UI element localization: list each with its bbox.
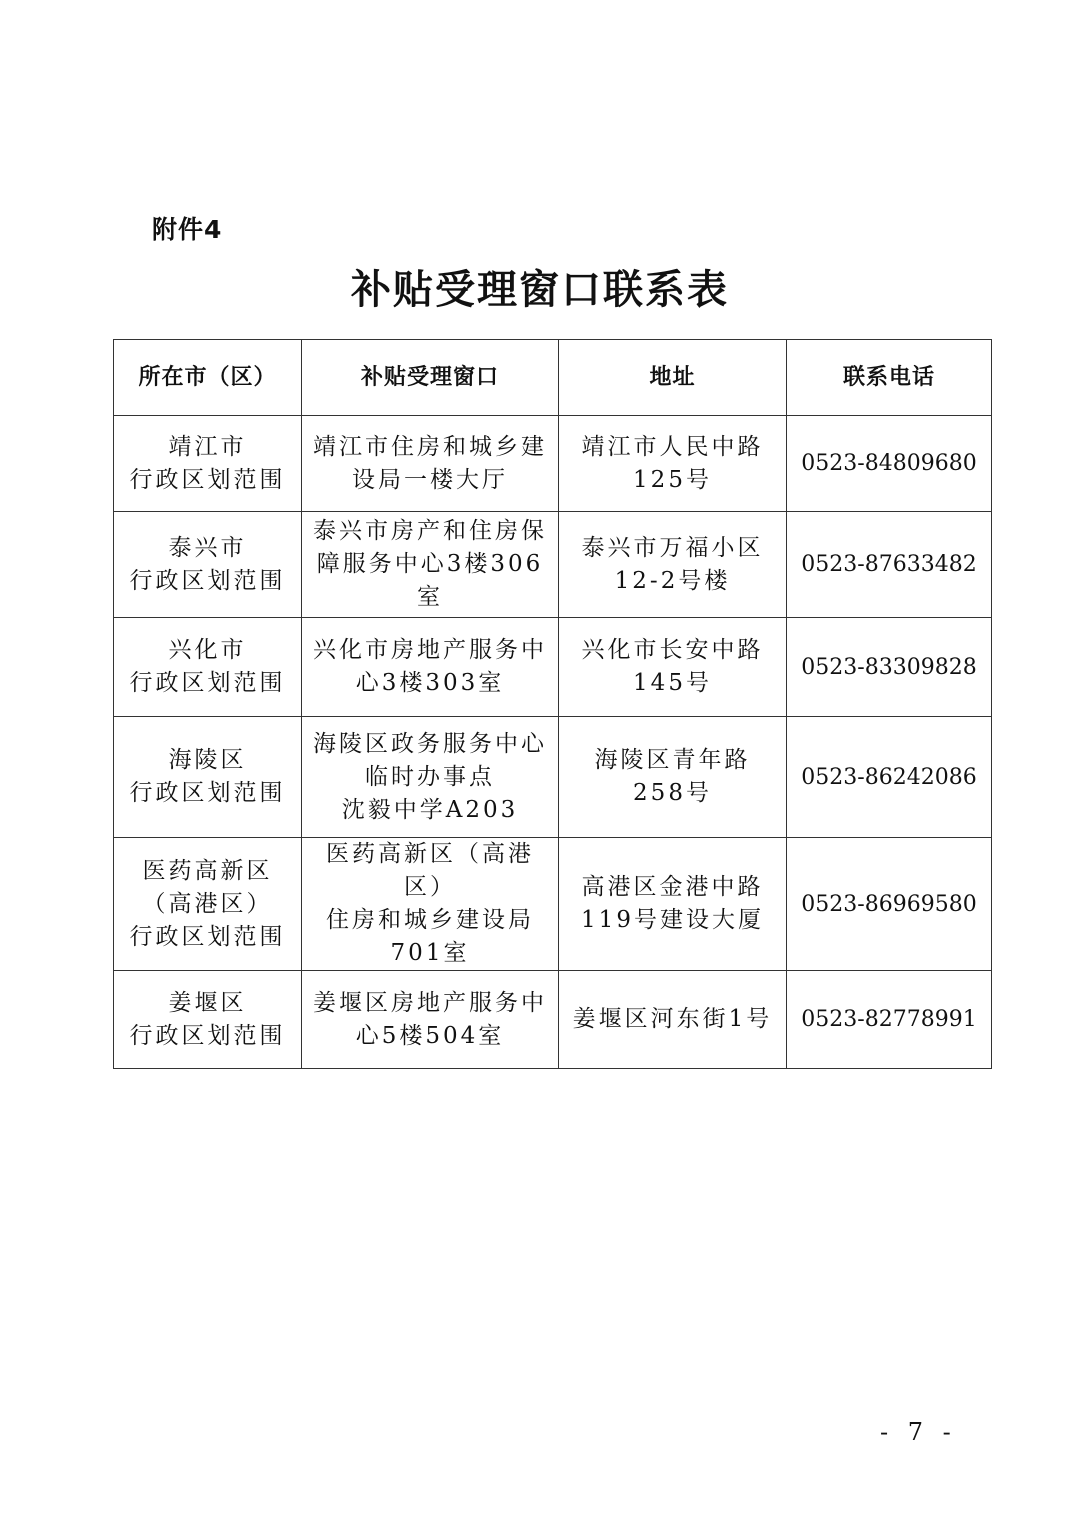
- address-text: 姜堰区河东街1号: [572, 1006, 773, 1032]
- phone-cell: [787, 717, 992, 838]
- area-cell: [114, 838, 302, 971]
- window-text: 姜堰区房地产服务中 心5楼504室: [313, 989, 547, 1049]
- table-row: [114, 838, 992, 971]
- area-cell: [114, 512, 302, 618]
- window-text: 泰兴市房产和住房保 障服务中心3楼306 室: [313, 518, 547, 610]
- phone-cell: [787, 838, 992, 971]
- address-text: 兴化市长安中路 145号: [581, 637, 764, 696]
- window-text: 海陵区政务服务中心 临时办事点 沈毅中学A203: [313, 730, 547, 823]
- table-header-row: [114, 340, 992, 416]
- window-cell: [302, 512, 559, 618]
- address-cell: [559, 512, 787, 618]
- address-cell: [559, 618, 787, 717]
- address-text: 海陵区青年路 258号: [594, 747, 751, 806]
- header-phone: 联系电话: [787, 340, 992, 416]
- window-text: 靖江市住房和城乡建 设局一楼大厅: [313, 433, 547, 493]
- header-window: 补贴受理窗口: [302, 340, 559, 416]
- header-address: 地址: [559, 340, 787, 416]
- page-number: - 7 -: [880, 1418, 957, 1446]
- area-text: 靖江市 行政区划范围: [129, 433, 286, 493]
- phone-text: 0523-87633482: [801, 552, 977, 577]
- address-cell: [559, 416, 787, 512]
- window-cell: [302, 838, 559, 971]
- address-text: 泰兴市万福小区 12-2号楼: [581, 534, 764, 594]
- area-text: 姜堰区 行政区划范围: [129, 989, 286, 1049]
- address-cell: [559, 717, 787, 838]
- attachment-label: 附件4: [152, 215, 223, 244]
- area-text: 泰兴市 行政区划范围: [129, 534, 286, 594]
- phone-text: 0523-82778991: [801, 1007, 977, 1032]
- phone-text: 0523-86969580: [801, 891, 977, 917]
- address-text: 高港区金港中路 119号建设大厦: [581, 874, 764, 933]
- table-row: [114, 971, 992, 1069]
- page-title: 补贴受理窗口联系表: [351, 266, 729, 313]
- phone-cell: [787, 512, 992, 618]
- phone-text: 0523-86242086: [801, 764, 977, 790]
- window-cell: [302, 618, 559, 717]
- contact-table: [113, 339, 992, 1069]
- phone-text: 0523-84809680: [801, 451, 977, 476]
- area-text: 海陵区 行政区划范围: [129, 747, 286, 806]
- window-cell: [302, 971, 559, 1069]
- address-cell: [559, 971, 787, 1069]
- table-row: [114, 717, 992, 838]
- phone-text: 0523-83309828: [801, 654, 977, 680]
- window-cell: [302, 416, 559, 512]
- area-cell: [114, 971, 302, 1069]
- phone-cell: [787, 618, 992, 717]
- table-row: [114, 618, 992, 717]
- area-text: 医药高新区 （高港区） 行政区划范围: [129, 857, 286, 950]
- window-text: 兴化市房地产服务中 心3楼303室: [313, 637, 547, 696]
- area-text: 兴化市 行政区划范围: [129, 637, 286, 696]
- area-cell: [114, 618, 302, 717]
- address-text: 靖江市人民中路 125号: [581, 433, 764, 493]
- area-cell: [114, 416, 302, 512]
- area-cell: [114, 717, 302, 838]
- window-cell: [302, 717, 559, 838]
- table-row: [114, 512, 992, 618]
- window-text: 医药高新区（高港区） 住房和城乡建设局 701室: [326, 841, 534, 966]
- address-cell: [559, 838, 787, 971]
- phone-cell: [787, 416, 992, 512]
- table-row: [114, 416, 992, 512]
- phone-cell: [787, 971, 992, 1069]
- header-area: 所在市（区）: [114, 340, 302, 416]
